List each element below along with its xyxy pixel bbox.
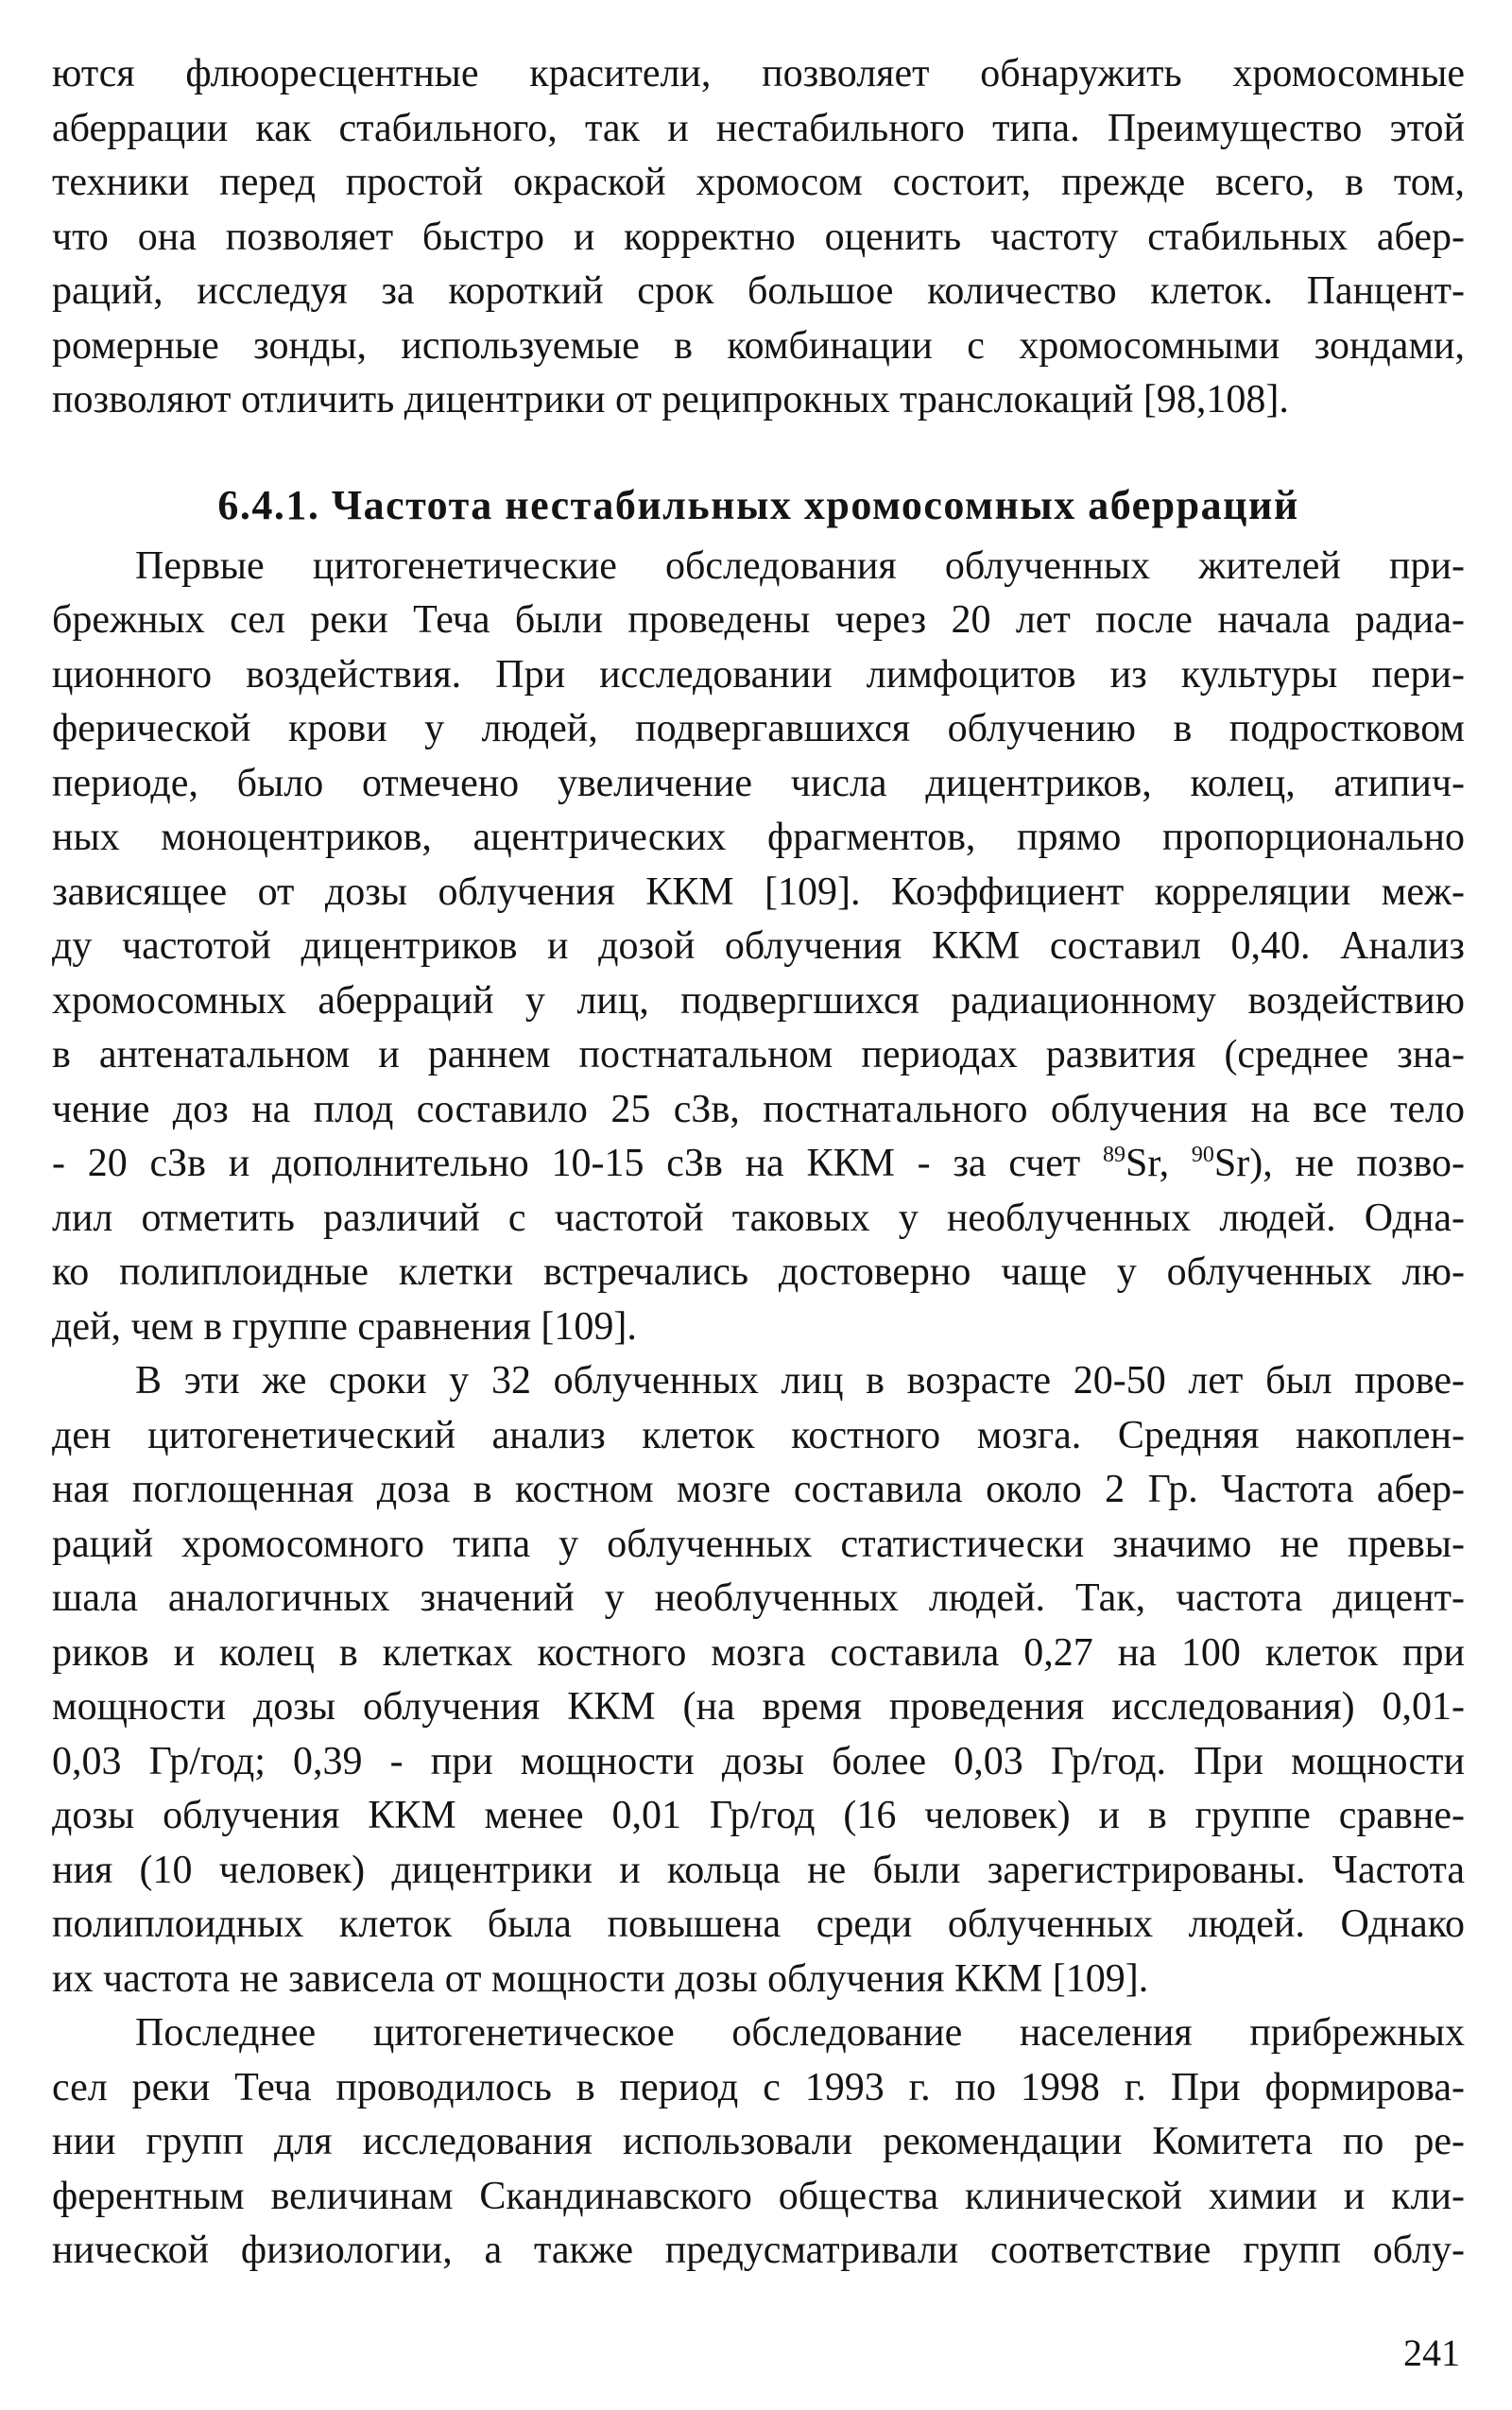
text-line: мощности дозы облучения ККМ (на время проведения исследования) 0,01- (52, 1685, 1465, 1729)
isotope-text-b: Sr, (1125, 1142, 1192, 1185)
sr89-mass-number: 89 (1103, 1143, 1125, 1167)
text-line-isotopes (52, 1137, 1465, 1192)
paragraph-bone-marrow-analysis (52, 1354, 1465, 2006)
text-line: чение доз на плод составило 25 сЗв, постнатального облучения на все тело (52, 1087, 1465, 1131)
text-line: дей, чем в группе сравнения [109]. (52, 1304, 637, 1349)
text-line: брежных сел реки Теча были проведены через 20 лет после начала радиа- (52, 598, 1465, 642)
text-line: ния (10 человек) дицентрики и кольца не были зарегистрированы. Частота (52, 1848, 1465, 1892)
text-line: Первые цитогенетические обследования облученных жителей при- (135, 543, 1465, 588)
text-line: периоде, было отмечено увеличение числа дицентриков, колец, атипич- (52, 761, 1465, 805)
text-line: полиплоидных клеток была повышена среди облученных людей. Однако (52, 1902, 1465, 1946)
page-body (52, 47, 1465, 2279)
text-line: ден цитогенетический анализ клеток костного мозга. Средняя накоплен- (52, 1413, 1465, 1457)
text-line: нической физиологии, а также предусматривали соответствие групп облу- (52, 2229, 1465, 2272)
text-line: раций, исследуя за короткий срок большое количество клеток. Панцент- (52, 269, 1465, 313)
page-number: 241 (1403, 2332, 1460, 2374)
text-line: что она позволяет быстро и корректно оценить частоту стабильных абер- (52, 215, 1465, 259)
text-line: лил отметить различий с частотой таковых у необлученных людей. Одна- (52, 1196, 1465, 1240)
text-line: ная поглощенная доза в костном мозге составила около 2 Гр. Частота абер- (52, 1468, 1465, 1511)
paragraph-first-cytogenetic-surveys (52, 540, 1465, 1355)
isotope-text-c: Sr), не позво- (1213, 1142, 1465, 1185)
text-line: ферической крови у людей, подвергавшихся облучению в подростковом (52, 707, 1465, 750)
intro-paragraph (52, 47, 1465, 428)
text-line: сел реки Теча проводилось в период с 1993 г. по 1998 г. При формирова- (52, 2065, 1465, 2109)
text-line: зависящее от дозы облучения ККМ [109]. Коэффициент корреляции меж- (52, 869, 1465, 914)
text-line: ционного воздействия. При исследовании лимфоцитов из культуры пери- (52, 652, 1465, 697)
text-line: ромерные зонды, используемые в комбинации с хромосомными зондами, (52, 323, 1465, 368)
text-line: их частота не зависела от мощности дозы облучения ККМ [109]. (52, 1956, 1149, 2001)
text-line: ются флюоресцентные красители, позволяет обнаружить хромосомные (52, 52, 1465, 95)
text-line: техники перед простой окраской хромосом состоит, прежде всего, в том, (52, 161, 1465, 204)
text-line: риков и колец в клетках костного мозга составила 0,27 на 100 клеток при (52, 1630, 1465, 1675)
text-line: ных моноцентриков, ацентрических фрагментов, прямо пропорционально (52, 816, 1465, 859)
text-line: хромосомных аберраций у лиц, подвергшихся радиационному воздействию (52, 978, 1465, 1023)
text-line: дозы облучения ККМ менее 0,01 Гр/год (16 человек) и в группе сравне- (52, 1794, 1465, 1837)
text-line: 0,03 Гр/год; 0,39 - при мощности дозы более 0,03 Гр/год. При мощности (52, 1739, 1465, 1783)
text-line: ко полиплоидные клетки встречались достоверно чаще у облученных лю- (52, 1250, 1465, 1294)
section-heading: 6.4.1. Частота нестабильных хромосомных аберраций (217, 481, 1299, 528)
text-line: ферентным величинам Скандинавского общества клинической химии и кли- (52, 2174, 1465, 2218)
paragraph-last-survey (52, 2006, 1465, 2279)
text-line: шала аналогичных значений у необлученных людей. Так, частота дицент- (52, 1576, 1465, 1620)
text-line: В эти же сроки у 32 облученных лиц в возрасте 20-50 лет был прове- (135, 1359, 1465, 1403)
text-line: Последнее цитогенетическое обследование населения прибрежных (135, 2011, 1465, 2055)
isotope-text-a: - 20 сЗв и дополнительно 10-15 сЗв на ККМ - за счет (52, 1142, 1103, 1185)
sr90-mass-number: 90 (1191, 1143, 1214, 1167)
text-line: аберрации как стабильного, так и нестабильного типа. Преимущество этой (52, 106, 1465, 150)
text-line: раций хромосомного типа у облученных статистически значимо не превы- (52, 1522, 1465, 1566)
text-line: ду частотой дицентриков и дозой облучения ККМ составил 0,40. Анализ (52, 924, 1465, 968)
text-line: нии групп для исследования использовали рекомендации Комитета по ре- (52, 2120, 1465, 2163)
text-line: в антенатальном и раннем постнатальном периодах развития (среднее зна- (52, 1033, 1465, 1076)
text-line: позволяют отличить дицентрики от реципрокных транслокаций [98,108]. (52, 378, 1289, 422)
